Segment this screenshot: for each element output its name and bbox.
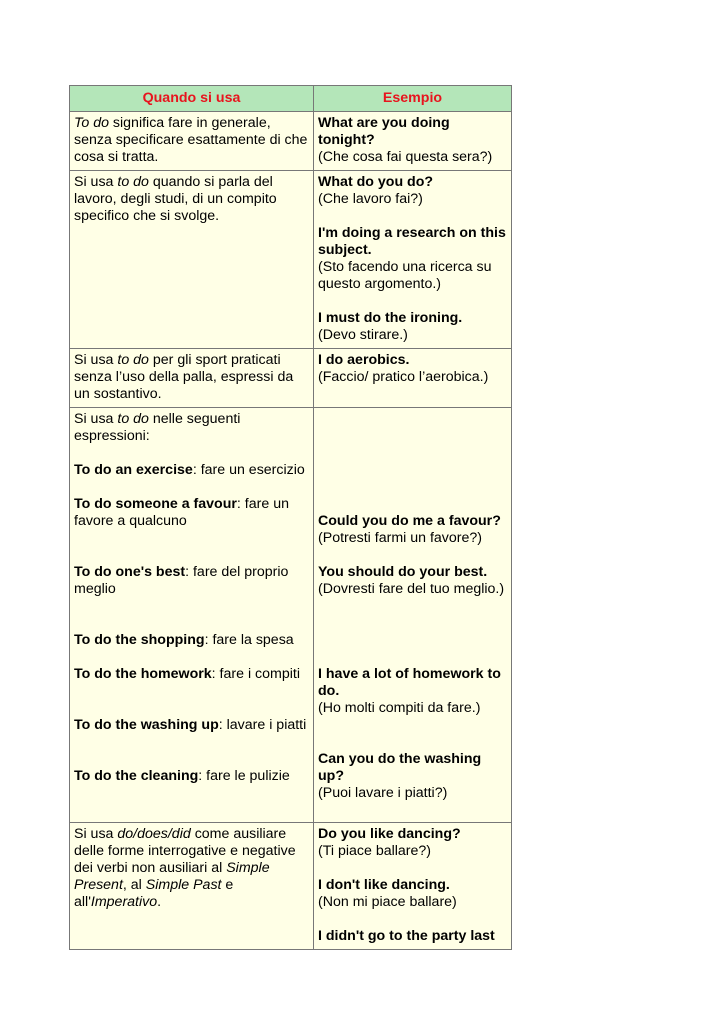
cell-paragraph (318, 352, 507, 369)
example-cell (314, 171, 512, 349)
bold-text: I must do the ironing. (318, 310, 463, 326)
blank-line (318, 293, 507, 310)
blank-line (74, 615, 309, 632)
bold-text: I don't like dancing. (318, 877, 450, 893)
text-run: Si usa (74, 826, 118, 842)
cell-paragraph (318, 115, 507, 149)
blank-line (74, 598, 309, 615)
bold-text: Do you like dancing? (318, 826, 461, 842)
text-run: : fare del proprio meglio (74, 564, 289, 597)
table-row (70, 408, 512, 823)
cell-paragraph (74, 564, 309, 598)
text-run: : fare un favore a qualcuno (74, 496, 289, 529)
blank-line (74, 734, 309, 751)
cell-paragraph (318, 564, 507, 581)
text-run: Si usa (74, 174, 118, 190)
blank-line (74, 479, 309, 496)
cell-paragraph (318, 191, 507, 208)
bold-text: To do the shopping (74, 632, 205, 648)
table-row (70, 171, 512, 349)
cell-paragraph (74, 717, 309, 734)
example-cell (314, 408, 512, 823)
blank-line (318, 496, 507, 513)
blank-line (318, 632, 507, 649)
text-run: Si usa (74, 352, 118, 368)
italic-text: do/does/did (117, 826, 191, 842)
table-row (70, 112, 512, 171)
italic-text: Simple Present (74, 860, 270, 893)
bold-text: To do the washing up (74, 717, 219, 733)
cell-paragraph (74, 462, 309, 479)
blank-line (318, 462, 507, 479)
cell-paragraph (318, 785, 507, 802)
cell-paragraph (74, 826, 309, 911)
cell-paragraph (74, 352, 309, 403)
blank-line (74, 547, 309, 564)
header-row (70, 86, 512, 112)
bold-text: I'm doing a research on this subject. (318, 225, 506, 258)
table-row (70, 349, 512, 408)
cell-paragraph (74, 174, 309, 225)
cell-paragraph (318, 225, 507, 259)
blank-line (318, 598, 507, 615)
usage-cell (70, 408, 314, 823)
blank-line (318, 208, 507, 225)
text-run: significa fare in generale, senza specificare esattamente di che cosa si tratta. (74, 115, 308, 165)
cell-paragraph (74, 632, 309, 649)
bold-text: I do aerobics. (318, 352, 410, 368)
blank-line (318, 411, 507, 428)
bold-text: You should do your best. (318, 564, 488, 580)
blank-line (318, 649, 507, 666)
text-run: (Che cosa fai questa sera?) (318, 149, 493, 165)
italic-text: Imperativo (90, 894, 158, 910)
example-cell (314, 349, 512, 408)
cell-paragraph (318, 513, 507, 530)
example-cell (314, 112, 512, 171)
cell-paragraph (74, 496, 309, 530)
bold-text: I have a lot of homework to do. (318, 666, 501, 699)
italic-text: To do (74, 115, 109, 131)
cell-paragraph (318, 877, 507, 894)
cell-paragraph (318, 700, 507, 717)
blank-line (74, 751, 309, 768)
text-run: (Dovresti fare del tuo meglio.) (318, 581, 505, 597)
bold-text: I didn't go to the party last (318, 928, 495, 944)
text-run: : fare le pulizie (198, 768, 290, 784)
text-run: (Faccio/ pratico l’aerobica.) (318, 369, 489, 385)
blank-line (318, 717, 507, 734)
cell-paragraph (74, 115, 309, 166)
text-run: (Che lavoro fai?) (318, 191, 423, 207)
bold-text: To do the cleaning (74, 768, 199, 784)
usage-cell (70, 112, 314, 171)
bold-text: To do one's best (74, 564, 186, 580)
cell-paragraph (318, 310, 507, 327)
text-run: (Non mi piace ballare) (318, 894, 457, 910)
cell-paragraph (318, 928, 507, 945)
cell-paragraph (74, 411, 309, 445)
cell-paragraph (318, 843, 507, 860)
italic-text: to do (117, 352, 149, 368)
text-run: (Ti piace ballare?) (318, 843, 432, 859)
usage-cell (70, 823, 314, 950)
blank-line (318, 428, 507, 445)
bold-text: Could you do me a favour? (318, 513, 501, 529)
blank-line (74, 649, 309, 666)
header-example: Esempio (314, 86, 512, 112)
bold-text: What are you doing tonight? (318, 115, 450, 148)
text-run: (Devo stirare.) (318, 327, 408, 343)
blank-line (74, 700, 309, 717)
grammar-table (69, 85, 512, 950)
text-run: e all' (74, 877, 234, 910)
bold-text: What do you do? (318, 174, 434, 190)
blank-line (74, 530, 309, 547)
example-cell (314, 823, 512, 950)
text-run: , al (122, 877, 146, 893)
cell-paragraph (318, 581, 507, 598)
cell-paragraph (318, 327, 507, 344)
text-run: . (157, 894, 162, 910)
text-run: (Potresti farmi un favore?) (318, 530, 483, 546)
cell-paragraph (318, 174, 507, 191)
usage-cell (70, 349, 314, 408)
blank-line (318, 445, 507, 462)
cell-paragraph (74, 768, 309, 785)
text-run: : fare un esercizio (192, 462, 305, 478)
cell-paragraph (318, 369, 507, 386)
italic-text: to do (117, 411, 149, 427)
blank-line (318, 479, 507, 496)
text-run: : lavare i piatti (218, 717, 307, 733)
blank-line (318, 860, 507, 877)
text-run: : fare la spesa (204, 632, 294, 648)
cell-paragraph (318, 826, 507, 843)
text-run: quando si parla del lavoro, degli studi, di un compito specifico che si svolge. (74, 174, 277, 224)
cell-paragraph (318, 530, 507, 547)
cell-paragraph (318, 666, 507, 700)
cell-paragraph (318, 894, 507, 911)
blank-line (318, 615, 507, 632)
bold-text: To do someone a favour (74, 496, 237, 512)
blank-line (74, 683, 309, 700)
blank-line (318, 734, 507, 751)
cell-paragraph (318, 149, 507, 166)
cell-paragraph (318, 259, 507, 293)
text-run: per gli sport praticati senza l’uso della palla, espressi da un sostantivo. (74, 352, 294, 402)
table-row (70, 823, 512, 950)
header-when-used: Quando si usa (70, 86, 314, 112)
bold-text: To do the homework (74, 666, 212, 682)
text-run: (Ho molti compiti da fare.) (318, 700, 481, 716)
bold-text: Can you do the washing up? (318, 751, 482, 784)
italic-text: to do (117, 174, 149, 190)
text-run: Si usa (74, 411, 118, 427)
text-run: nelle seguenti espressioni: (74, 411, 241, 444)
cell-paragraph (318, 751, 507, 785)
italic-text: Simple Past (145, 877, 222, 893)
bold-text: To do an exercise (74, 462, 193, 478)
usage-cell (70, 171, 314, 349)
text-run: come ausiliare delle forme interrogative e negative dei verbi non ausiliari al (74, 826, 296, 876)
cell-paragraph (74, 666, 309, 683)
text-run: (Puoi lavare i piatti?) (318, 785, 448, 801)
blank-line (74, 445, 309, 462)
text-run: : fare i compiti (211, 666, 300, 682)
blank-line (318, 547, 507, 564)
text-run: (Sto facendo una ricerca su questo argomento.) (318, 259, 492, 292)
blank-line (318, 911, 507, 928)
